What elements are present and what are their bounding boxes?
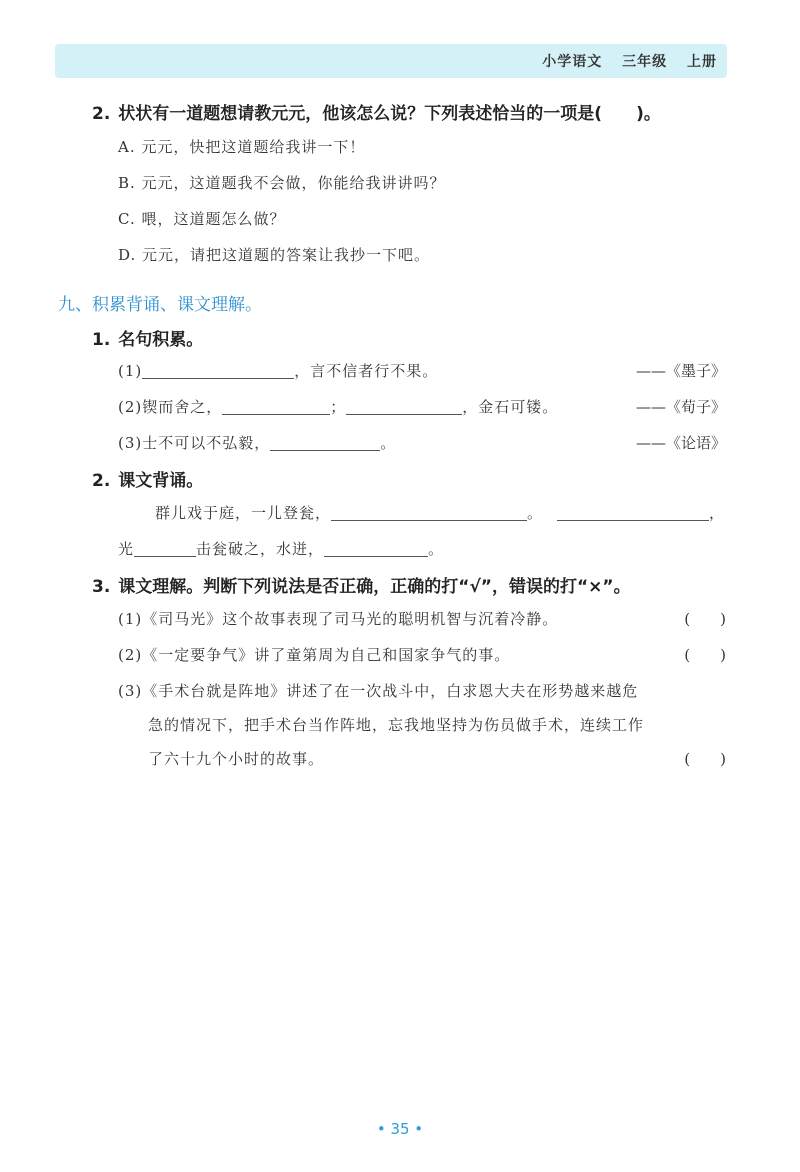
sub2-number: 2.: [92, 471, 111, 491]
fill-blank[interactable]: [331, 506, 527, 521]
quote-3-suffix: 。: [380, 434, 397, 452]
quote-2-source: ——《荀子》: [635, 398, 726, 416]
judge-item-3-line-3: 了六十九个小时的故事。: [148, 750, 325, 768]
sub1-title: [92, 325, 203, 350]
quote-3: [118, 432, 396, 453]
header-subject: 小学语文: [542, 54, 603, 70]
fill-blank[interactable]: [324, 542, 428, 557]
sub3-text: 课文理解。判断下列说法是否正确，正确的打“√”，错误的打“×”。: [118, 577, 631, 597]
judge-item-3-line-1: (3)《手术台就是阵地》讲述了在一次战斗中，白求恩大夫在形势越来越危: [118, 682, 639, 700]
sub2-text: 课文背诵。: [118, 471, 204, 491]
option-c: C. 喂，这道题怎么做？: [118, 210, 286, 228]
answer-paren[interactable]: ( ): [684, 610, 726, 628]
option-d: D. 元元，请把这道题的答案让我抄一下吧。: [118, 246, 431, 264]
sub3-number: 3.: [92, 577, 111, 597]
fill-blank[interactable]: [222, 400, 330, 415]
quote-2: [118, 396, 558, 417]
quote-2-suffix: ，金石可镂。: [462, 398, 559, 416]
sub1-text: 名句积累。: [118, 330, 204, 350]
header-text: [528, 51, 717, 71]
quote-1-source: ——《墨子》: [635, 362, 726, 380]
recite-line-2-suffix: 。: [428, 540, 445, 558]
section-title: 九、积累背诵、课文理解。: [58, 295, 262, 315]
recite-line-1-mid: 。: [527, 504, 544, 522]
fill-blank[interactable]: [142, 364, 294, 379]
question-number: 2.: [92, 104, 111, 124]
quote-3-prefix: (3)士不可以不弘毅，: [118, 434, 271, 452]
quote-1-prefix: (1): [118, 362, 143, 380]
question-2: [92, 99, 661, 124]
judge-item-2: (2)《一定要争气》讲了童第周为自己和国家争气的事。: [118, 646, 511, 664]
judge-item-3-line-2: 急的情况下，把手术台当作阵地，忘我地坚持为伤员做手术，连续工作: [148, 716, 645, 734]
judge-item-1: (1)《司马光》这个故事表现了司马光的聪明机智与沉着冷静。: [118, 610, 559, 628]
recite-line-1-suffix: ，: [709, 504, 726, 522]
header-grade: 三年级: [622, 54, 668, 70]
recite-line-2: [118, 538, 444, 559]
question-text: 状状有一道题想请教元元，他该怎么说？下列表述恰当的一项是( )。: [118, 104, 661, 124]
quote-2-mid: ；: [330, 398, 347, 416]
quote-1-suffix: ，言不信者行不果。: [294, 362, 439, 380]
option-a: A. 元元，快把这道题给我讲一下！: [118, 138, 366, 156]
header-volume: 上册: [687, 54, 717, 70]
fill-blank[interactable]: [346, 400, 462, 415]
sub2-title: [92, 466, 203, 491]
fill-blank[interactable]: [557, 506, 709, 521]
fill-blank[interactable]: [270, 436, 380, 451]
sub3-title: [92, 572, 631, 597]
quote-3-source: ——《论语》: [635, 434, 726, 452]
answer-paren[interactable]: ( ): [684, 646, 726, 664]
option-b: B. 元元，这道题我不会做，你能给我讲讲吗？: [118, 174, 446, 192]
sub1-number: 1.: [92, 330, 111, 350]
fill-blank[interactable]: [134, 542, 196, 557]
header-bar: [55, 44, 727, 78]
recite-line-2-mid: 击瓮破之，水迸，: [196, 540, 325, 558]
recite-line-1-prefix: 群儿戏于庭，一儿登瓮，: [155, 504, 332, 522]
quote-1: [118, 360, 438, 381]
page-number: • 35 •: [376, 1120, 424, 1138]
recite-line-1: [155, 502, 725, 523]
recite-line-2-prefix: 光: [118, 540, 135, 558]
quote-2-prefix: (2)锲而舍之，: [118, 398, 223, 416]
answer-paren[interactable]: ( ): [684, 750, 726, 768]
